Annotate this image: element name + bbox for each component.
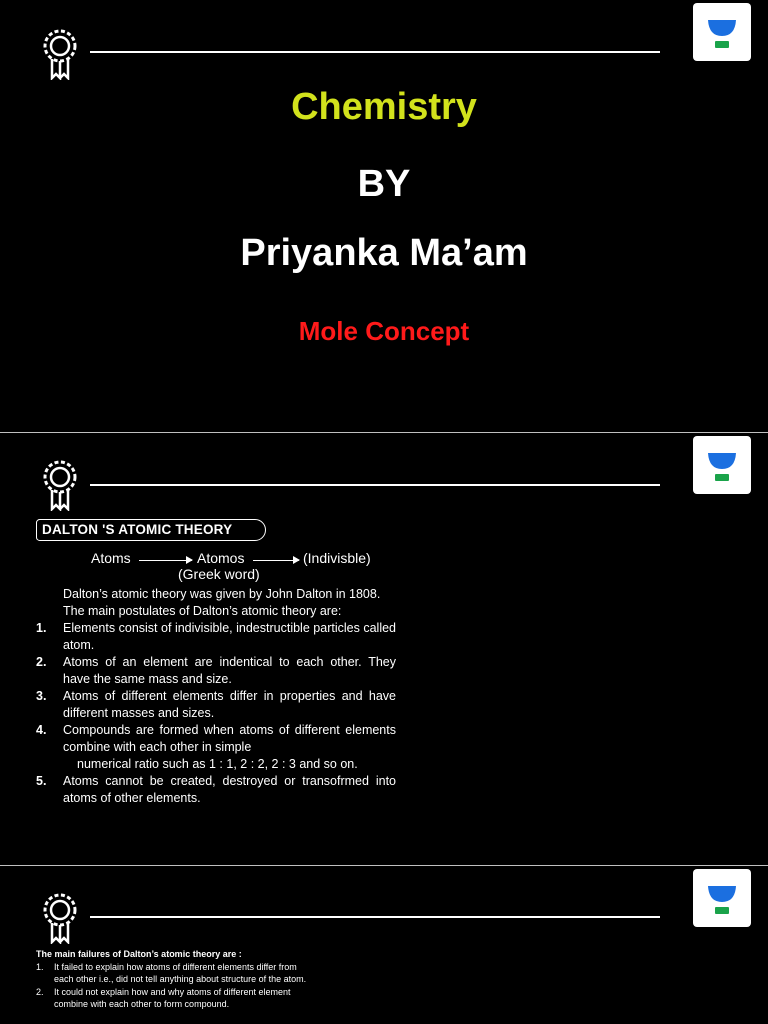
item-number: 1. [36, 621, 47, 635]
item-text: Compounds are formed when atoms of different elements combine with each other in simple [63, 723, 396, 754]
list-item [36, 654, 396, 688]
award-medal-icon [40, 459, 80, 511]
item-text: Elements consist of indivisible, indestructible particles called atom. [63, 621, 396, 652]
section-heading: DALTON 'S ATOMIC THEORY [36, 519, 266, 541]
header-rule [90, 484, 660, 486]
header-rule [90, 916, 660, 918]
list-item [36, 961, 316, 986]
award-medal-icon [40, 892, 80, 944]
list-item [36, 620, 396, 654]
topic-title: Mole Concept [298, 316, 470, 346]
theory-text [36, 586, 396, 807]
intro-paragraph: Dalton’s atomic theory was given by John Dalton in 1808. The main postulates of Dalton’s atomic theory are: [63, 587, 381, 618]
item-number: 5. [36, 774, 47, 788]
item-text: Atoms of different elements differ in properties and have different masses and sizes. [63, 689, 396, 720]
item-text: Atoms cannot be created, destroyed or transofrmed into atoms of other elements. [63, 774, 396, 805]
list-item [36, 688, 396, 722]
flow-atomos: Atomos [197, 550, 245, 566]
flow-indivisible: (Indivisble) [303, 550, 371, 566]
award-medal-icon [40, 28, 80, 80]
flow-greek-word: (Greek word) [178, 566, 260, 582]
item-text: Atoms of an element are indentical to each other. They have the same mass and size. [63, 655, 396, 686]
unacademy-logo-icon [693, 3, 751, 61]
header-rule [90, 51, 660, 53]
failures-text [36, 948, 316, 1011]
list-item [36, 722, 396, 773]
item-number: 2. [36, 986, 44, 997]
arrow-icon [253, 560, 299, 561]
title-slide [0, 0, 768, 432]
subject-title: Chemistry [291, 86, 477, 128]
item-number: 3. [36, 689, 47, 703]
list-item [36, 986, 316, 1011]
item-number: 2. [36, 655, 47, 669]
item-text-continued: numerical ratio such as 1 : 1, 2 : 2, 2 : 3 and so on. [77, 757, 358, 771]
item-number: 4. [36, 723, 47, 737]
list-item [36, 773, 396, 807]
dalton-failures-slide [0, 866, 768, 1024]
arrow-icon [139, 560, 192, 561]
by-label: BY [357, 163, 411, 205]
failures-heading: The main failures of Dalton’s atomic theory are : [36, 949, 242, 959]
unacademy-logo-icon [693, 436, 751, 494]
teacher-name: Priyanka Ma’am [240, 232, 528, 274]
flow-atoms: Atoms [91, 550, 131, 566]
unacademy-logo-icon [693, 869, 751, 927]
item-text: It failed to explain how atoms of different elements differ from each other i.e., did not tell anything about structure of the atom. [54, 961, 307, 984]
dalton-theory-slide [0, 433, 768, 865]
item-text: It could not explain how and why atoms of different element combine with each other to form compound. [54, 986, 291, 1009]
item-number: 1. [36, 961, 44, 972]
